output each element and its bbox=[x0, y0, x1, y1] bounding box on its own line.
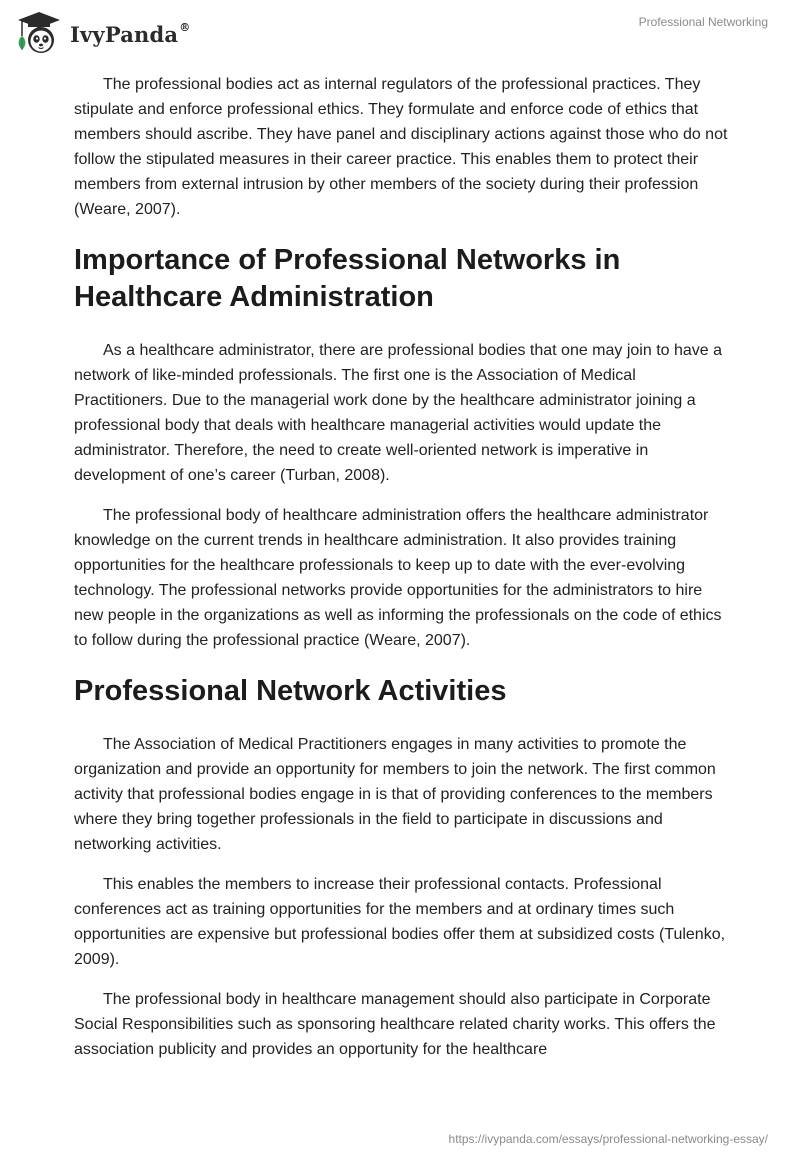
page-header bbox=[0, 0, 800, 70]
logo-text: IvyPanda® bbox=[70, 20, 191, 47]
paragraph-6: The professional body in healthcare management should also participate in Corporate Social Responsibilities such as sponsoring healthcare related charity works. This offers the association publicity and provides an opportunity for the healthcare bbox=[74, 991, 716, 1058]
paragraph-1: The professional bodies act as internal regulators of the professional practices. They stipulate and enforce professional ethics. They formulate and enforce code of ethics that members should ascribe. They have panel and disciplinary actions against those who do not follow the stipulated measures in their career practice. This enables them to protect their members from external intrusion by other members of the society during their profession (Weare, 2007). bbox=[74, 76, 728, 218]
running-title: Professional Networking bbox=[638, 15, 768, 29]
heading-activities: Professional Network Activities bbox=[74, 675, 507, 707]
panda-graduate-icon bbox=[14, 10, 64, 56]
paragraph-5: This enables the members to increase their professional contacts. Professional conferences act as training opportunities for the members and at ordinary times such opportunities are expensive but professional bodies offer them at subsidized costs (Tulenko, 2009). bbox=[74, 876, 726, 968]
paragraph-4: The Association of Medical Practitioners engages in many activities to promote the organization and provide an opportunity for members to join the network. The first common activity that professional bodies engage in is that of providing conferences to the members where they bring together professionals in the field to participate in discussions and networking activities. bbox=[74, 736, 716, 853]
footer-url[interactable]: https://ivypanda.com/essays/professional-networking-essay/ bbox=[448, 1132, 768, 1146]
essay-content bbox=[74, 72, 730, 1077]
paragraph-2: As a healthcare administrator, there are professional bodies that one may join to have a network of like-minded professionals. The first one is the Association of Medical Practitioners. Due to the managerial work done by the healthcare administrator joining a professional body that deals with healthcare managerial activities would update the administrator. Therefore, the need to create well-oriented network is imperative in development of one’s career (Turban, 2008). bbox=[74, 342, 723, 484]
heading-importance: Importance of Professional Networks in Healthcare Administration bbox=[74, 244, 621, 313]
paragraph-3: The professional body of healthcare administration offers the healthcare administrator knowledge on the current trends in healthcare administration. It also provides training opportunities for the healthcare professionals to keep up to date with the ever-evolving technology. The professional networks provide opportunities for the administrators to hire new people in the organizations as well as informing the professionals on the code of ethics to follow during the professional practice (Weare, 2007). bbox=[74, 507, 722, 649]
ivypanda-logo[interactable] bbox=[14, 10, 190, 56]
